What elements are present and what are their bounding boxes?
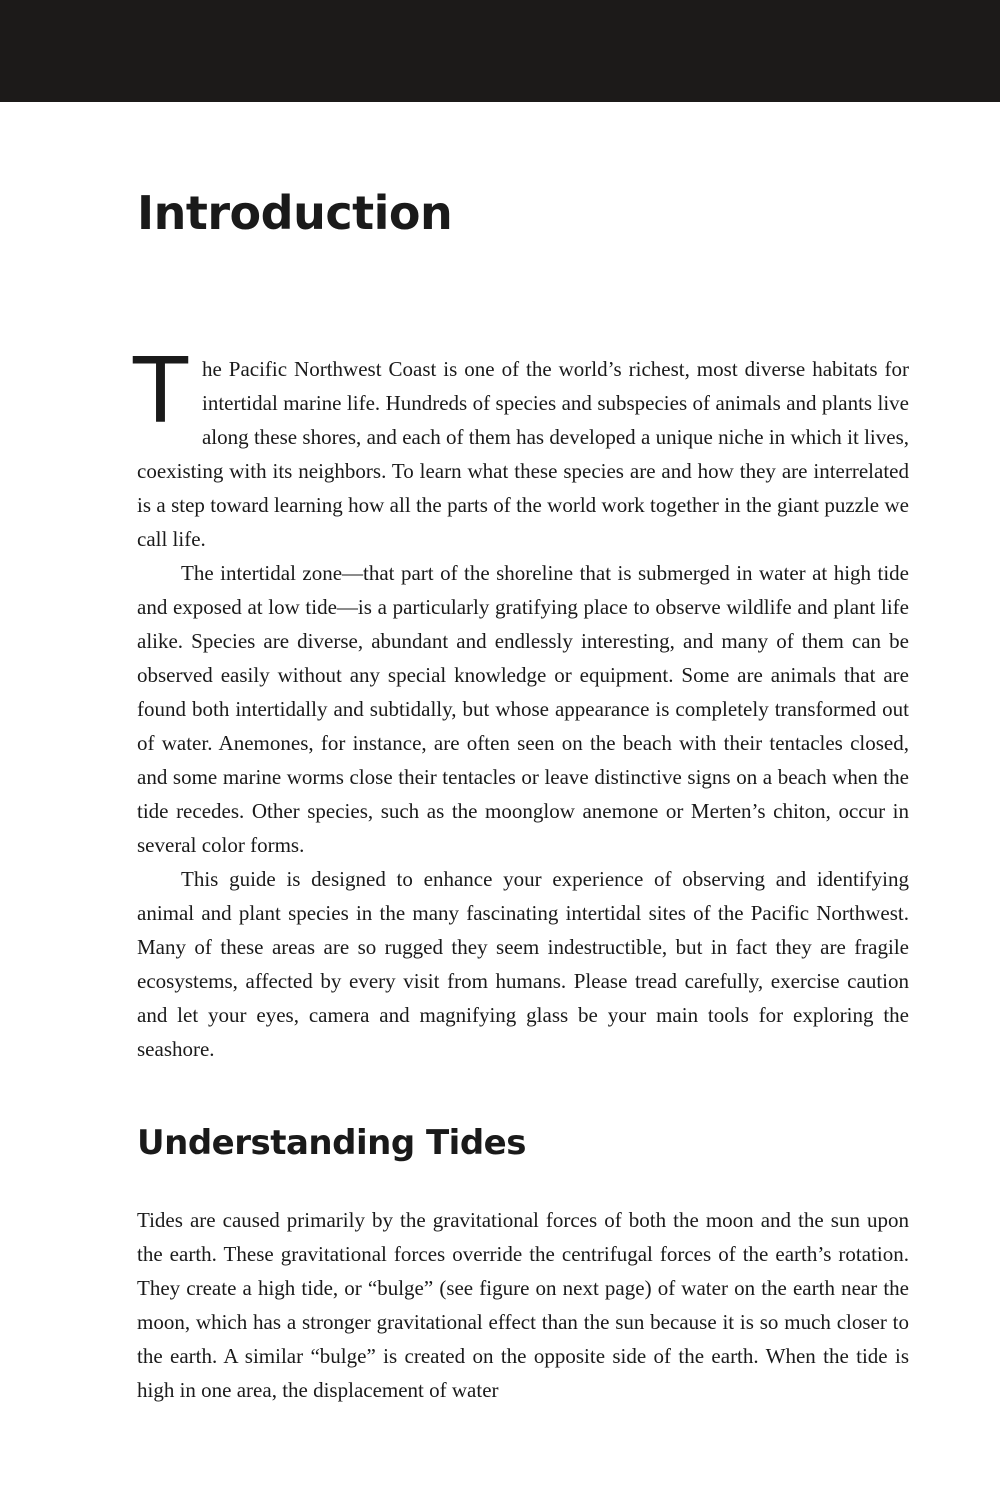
page-title: Introduction	[137, 186, 453, 240]
intro-paragraph-2: The intertidal zone—that part of the shoreline that is submerged in water at high tide and exposed at low tide—is a particularly gratifying place to observe wildlife and plant life alike. Species are diverse, abundant and endlessly interesting, and many of them can be observed easily without any special knowledge or equipment. Some are animals that are found both intertidally and subtidally, but whose appearance is completely transformed out of water. Anemones, for instance, are often seen on the beach with their tentacles closed, and some marine worms close their tentacles or leave distinctive signs on a beach when the tide recedes. Other species, such as the moonglow anemone or Merten’s chiton, occur in several color forms.	[137, 561, 909, 857]
tides-text	[137, 1203, 909, 1407]
introduction-text	[133, 339, 909, 1066]
tides-paragraph-1: Tides are caused primarily by the gravitational forces of both the moon and the sun upon the earth. These gravitational forces override the centrifugal forces of the earth’s rotation. They create a high tide, or “bulge” (see figure on next page) of water on the earth near the moon, which has a stronger gravitational effect than the sun because it is so much closer to the earth. A similar “bulge” is created on the opposite side of the earth. When the tide is high in one area, the displacement of water	[137, 1208, 909, 1402]
intro-paragraph-1-text: he Pacific Northwest Coast is one of the world’s richest, most diverse habitats for intertidal marine life. Hundreds of species and subspecies of animals and plants live along these shores, and each of them has developed a unique niche in which it lives, coexisting with its neighbors. To learn what these species are and how they are interrelated is a step toward learning how all the parts of the world work together in the giant puzzle we call life.	[137, 357, 909, 551]
intro-paragraph-3: This guide is designed to enhance your experience of observing and identifying animal and plant species in the many fascinating intertidal sites of the Pacific Northwest. Many of these areas are so rugged they seem indestructible, but in fact they are fragile ecosystems, affected by every visit from humans. Please tread carefully, exercise caution and let your eyes, camera and magnifying glass be your main tools for exploring the seashore.	[137, 867, 909, 1061]
drop-cap: T	[133, 339, 188, 444]
section-heading: Understanding Tides	[137, 1123, 526, 1163]
header-band	[0, 0, 1000, 102]
intro-paragraph-1	[133, 339, 909, 556]
